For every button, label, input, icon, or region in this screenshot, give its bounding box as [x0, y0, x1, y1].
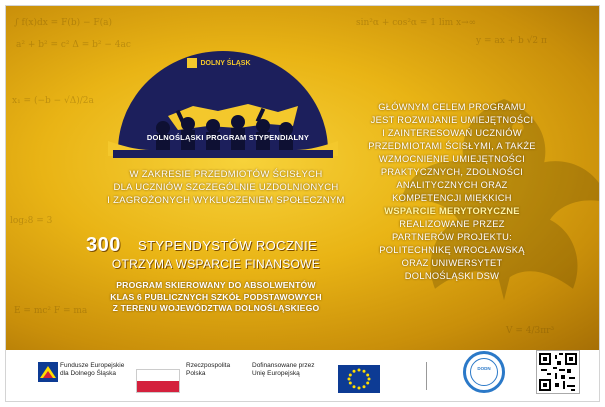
text-line: KOMPETENCJI MIĘKKICH [392, 193, 512, 203]
text-line: JEST ROZWIJANIE UMIEJĘTNOŚCI [370, 115, 534, 125]
text-line: Rzeczpospolita [186, 362, 231, 369]
text-line: PROGRAM SKIEROWANY DO ABSOLWENTÓW [116, 280, 316, 290]
background-formula: x₁ = (−b − √Δ)/2a [12, 96, 94, 106]
text-line: ORAZ UNIWERSYTET [401, 258, 503, 268]
text-line: PRAKTYCZNYCH, ZDOLNOŚCI [380, 167, 524, 177]
scholar-count: 300 [86, 234, 121, 256]
eu-flag-icon [338, 365, 380, 393]
text-line: Unię Europejską [252, 370, 300, 377]
poland-text [186, 362, 230, 378]
eu-funding-text [252, 362, 315, 378]
financial-support-line: OTRZYMA WSPARCIE FINANSOWE [111, 257, 321, 271]
text-line: ANALITYCZNYCH ORAZ [396, 180, 508, 190]
text-line: POLITECHNIKĘ WROCŁAWSKĄ [379, 245, 525, 255]
text-line: WZMOCNIENIE UMIEJĘTNOŚCI [378, 154, 526, 164]
text-line: GŁÓWNYM CELEM PROGRAMU [378, 102, 526, 112]
qr-code-icon[interactable] [536, 350, 580, 394]
poland-flag-icon [136, 369, 180, 393]
dodn-seal-logo [463, 351, 505, 393]
program-eligibility-text [86, 280, 346, 315]
text-line: W ZAKRESIE PRZEDMIOTÓW ŚCISŁYCH [129, 169, 323, 180]
seal-label: DODN [477, 366, 491, 371]
text-line: Polska [186, 370, 206, 377]
text-line: KLAS 6 PUBLICZNYCH SZKÓŁ PODSTAWOWYCH [110, 291, 322, 302]
scholar-count-label: STYPENDYSTÓW ROCZNIE [138, 238, 318, 253]
qr-pattern [537, 351, 579, 393]
text-line: I ZAGROŻONYCH WYKLUCZENIEM SPOŁECZNYM [107, 195, 345, 206]
target-group-text [76, 168, 376, 207]
background-formula: V = 4/3πr³ [506, 326, 555, 336]
eu-stars-icon [338, 365, 380, 393]
background-formula: a² + b² = c² Δ = b² − 4ac [16, 40, 131, 50]
background-formula: log₂8 = 3 [10, 216, 53, 226]
text-line: PRZEDMIOTAMI ŚCISŁYMI, A TAKŻE [368, 141, 536, 151]
background-formula: ∫ f(x)dx = F(b) − F(a) [14, 18, 113, 28]
text-line: DOLNOŚLĄSKI DSW [404, 271, 500, 281]
flag-white-band [137, 370, 179, 381]
text-line: dla Dolnego Śląska [60, 370, 117, 377]
text-line: Fundusze Europejskie [60, 362, 125, 369]
european-funds-logo [38, 362, 58, 387]
text-line: Z TERENU WOJEWÓDZTWA DOLNOŚLĄSKIEGO [112, 303, 320, 313]
text-line: I ZAINTERESOWAŃ UCZNIÓW [382, 128, 522, 138]
background-formula: E = mc² F = ma [14, 306, 88, 316]
text-line: DLA UCZNIÓW SZCZEGÓLNIE UZDOLNIONYCH [113, 182, 339, 193]
poster-frame [5, 5, 600, 402]
region-crest-icon [187, 58, 197, 68]
program-goal-text [362, 101, 542, 283]
text-line: REALIZOWANE PRZEZ [399, 219, 505, 229]
text-line: Dofinansowane przez [252, 362, 315, 369]
seal-inner-ring [470, 358, 498, 386]
european-funds-icon [38, 362, 58, 382]
logo-text: DOLNY ŚLĄSK [200, 59, 251, 67]
merit-support-heading: WSPARCIE MERYTORYCZNE [384, 206, 520, 216]
dolny-slask-logo [174, 58, 264, 68]
text-line: PARTNERÓW PROJEKTU: [391, 232, 513, 242]
flag-red-band [137, 381, 179, 392]
background-formula: sin²α + cos²α = 1 lim x→∞ [356, 18, 477, 28]
program-name-label: DOLNOŚLĄSKI PROGRAM STYPENDIALNY [146, 133, 310, 142]
european-funds-text [60, 362, 124, 378]
background-formula: y = ax + b √2 π [476, 36, 547, 46]
footer-divider [426, 362, 427, 390]
scholarship-banner [6, 6, 599, 350]
